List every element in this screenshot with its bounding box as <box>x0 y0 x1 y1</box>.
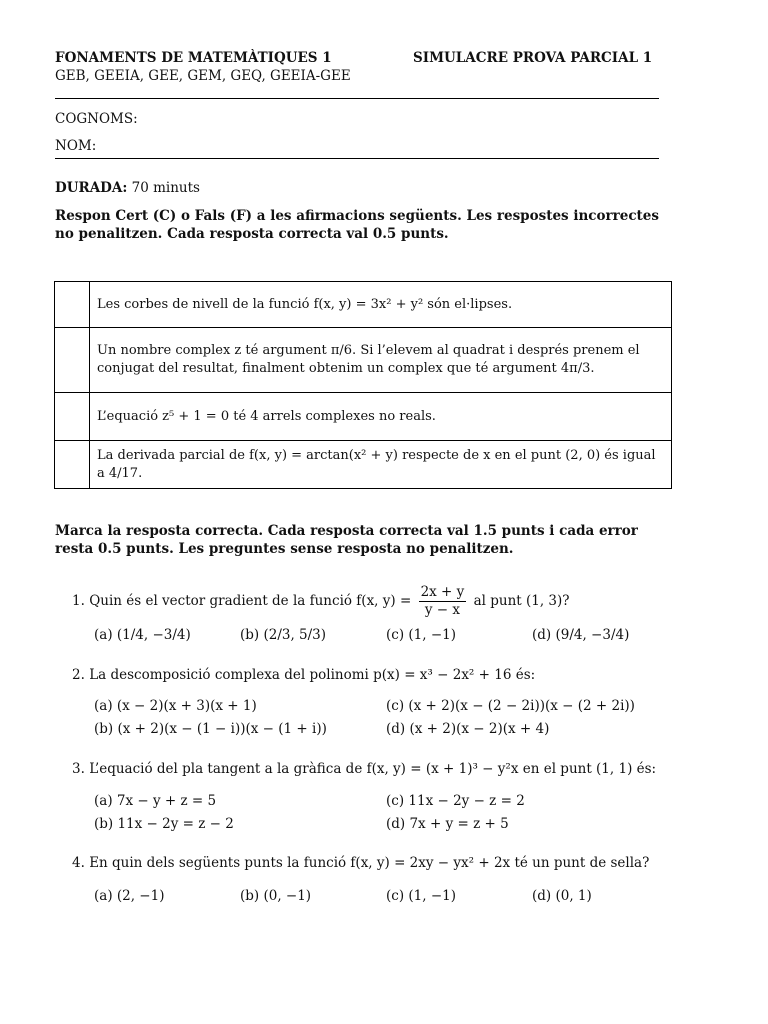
statement-text: Un nombre complex z té argument π/6. Si l’elevem al quadrat i després prenem el conjugat del resultat, finalment obtenim un complex que té argument 4π/3. <box>90 328 672 393</box>
question-text: Quin és el vector gradient de la funció f(x, y) = <box>89 593 412 609</box>
fraction-numerator: 2x + y <box>420 584 465 600</box>
part1-instructions: Respon Cert (C) o Fals (F) a les afirmacions següents. Les respostes incorrectes no penalitzen. Cada resposta correcta val 0.5 punts. <box>55 208 659 242</box>
q2-option-b[interactable]: (b) (x + 2)(x − (1 − i))(x − (1 + i)) <box>94 721 327 737</box>
table-row <box>55 282 672 328</box>
true-false-table <box>54 281 672 489</box>
name-label: NOM: <box>55 138 97 154</box>
answer-box[interactable] <box>55 393 90 441</box>
duration <box>55 180 200 197</box>
question-text: L’equació del pla tangent a la gràfica de f(x, y) = (x + 1)³ − y²x en el punt (1, 1) és: <box>89 761 657 777</box>
table-row <box>55 328 672 393</box>
student-divider <box>55 158 659 159</box>
question-number: 2. <box>72 667 85 683</box>
question-text-end: al punt (1, 3)? <box>473 593 570 609</box>
q1-option-b[interactable]: (b) (2/3, 5/3) <box>240 627 327 643</box>
gradient-fraction <box>419 584 467 619</box>
statement-text: La derivada parcial de f(x, y) = arctan(x² + y) respecte de x en el punt (2, 0) és igual a 4/17. <box>90 441 672 489</box>
question-text: La descomposició complexa del polinomi p(x) = x³ − 2x² + 16 és: <box>89 667 536 683</box>
part2-instructions: Marca la resposta correcta. Cada resposta correcta val 1.5 punts i cada error resta 0.5 punts. Les preguntes sense resposta no penalitzen. <box>55 523 638 557</box>
question-number: 4. <box>72 855 85 871</box>
q4-option-a[interactable]: (a) (2, −1) <box>94 888 165 904</box>
q4-option-d[interactable]: (d) (0, 1) <box>532 888 592 904</box>
q3-option-b[interactable]: (b) 11x − 2y = z − 2 <box>94 816 234 832</box>
q3-option-c[interactable]: (c) 11x − 2y − z = 2 <box>386 793 525 809</box>
q2-option-a[interactable]: (a) (x − 2)(x + 3)(x + 1) <box>94 698 257 714</box>
q3-option-a[interactable]: (a) 7x − y + z = 5 <box>94 793 217 809</box>
question-number: 1. <box>72 593 85 609</box>
exam-title: SIMULACRE PROVA PARCIAL 1 <box>413 50 653 66</box>
header-divider <box>55 98 659 99</box>
q2-option-d[interactable]: (d) (x + 2)(x − 2)(x + 4) <box>386 721 550 737</box>
table-row <box>55 393 672 441</box>
q4-option-b[interactable]: (b) (0, −1) <box>240 888 312 904</box>
fraction-denominator: y − x <box>424 602 460 618</box>
answer-box[interactable] <box>55 441 90 489</box>
q2-option-c[interactable]: (c) (x + 2)(x − (2 − 2i))(x − (2 + 2i)) <box>386 698 635 714</box>
answer-box[interactable] <box>55 328 90 393</box>
q1-option-a[interactable]: (a) (1/4, −3/4) <box>94 627 191 643</box>
q3-option-d[interactable]: (d) 7x + y = z + 5 <box>386 816 509 832</box>
statement-text: L’equació z⁵ + 1 = 0 té 4 arrels complexes no reals. <box>90 393 672 441</box>
statement-text: Les corbes de nivell de la funció f(x, y) = 3x² + y² són el·lipses. <box>90 282 672 328</box>
answer-box[interactable] <box>55 282 90 328</box>
table-row <box>55 441 672 489</box>
question-4 <box>72 855 649 872</box>
duration-label: DURADA: <box>55 180 128 196</box>
course-title: FONAMENTS DE MATEMÀTIQUES 1 <box>55 50 332 66</box>
degree-list: GEB, GEEIA, GEE, GEM, GEQ, GEEIA-GEE <box>55 68 351 84</box>
question-3 <box>72 761 656 778</box>
q4-option-c[interactable]: (c) (1, −1) <box>386 888 456 904</box>
question-1 <box>72 584 570 619</box>
question-text: En quin dels següents punts la funció f(x, y) = 2xy − yx² + 2x té un punt de sella? <box>89 855 650 871</box>
duration-value: 70 minuts <box>131 180 200 196</box>
q1-option-c[interactable]: (c) (1, −1) <box>386 627 456 643</box>
question-2 <box>72 667 535 684</box>
q1-option-d[interactable]: (d) (9/4, −3/4) <box>532 627 630 643</box>
surnames-label: COGNOMS: <box>55 111 138 127</box>
question-number: 3. <box>72 761 85 777</box>
